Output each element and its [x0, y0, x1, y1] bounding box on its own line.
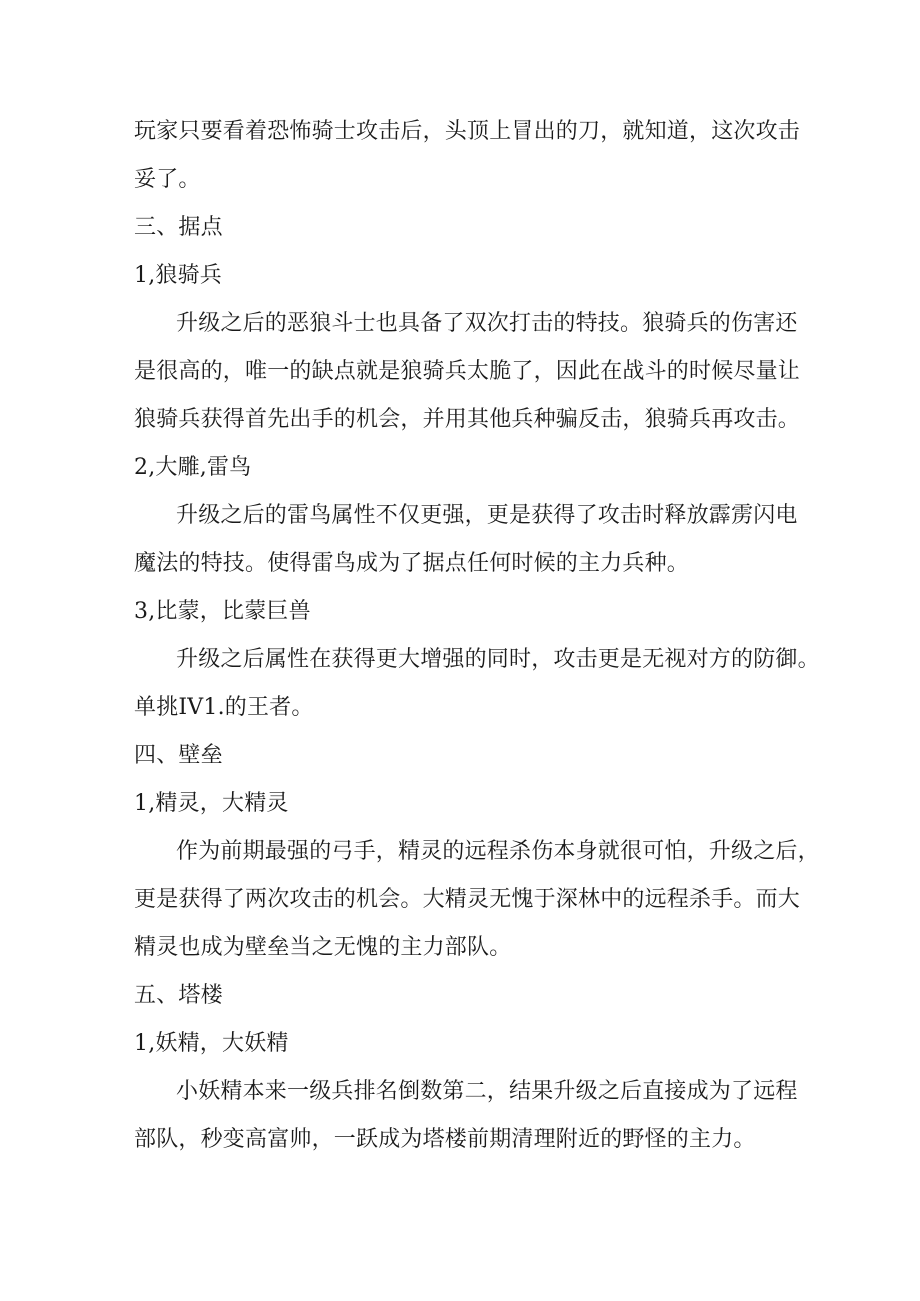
section-heading: 五、塔楼 [134, 983, 223, 1008]
section-heading: 三、据点 [134, 215, 223, 240]
paragraph-line: 单挑IV1.的王者。 [134, 695, 314, 720]
paragraph-line: 升级之后的雷鸟属性不仅更强，更是获得了攻击时释放霹雳闪电 [176, 503, 798, 528]
section-heading: 四、壁垒 [134, 743, 223, 768]
subheading: 1,狼骑兵 [134, 263, 222, 288]
paragraph-line: 玩家只要看着恐怖骑士攻击后，头顶上冒出的刀，就知道，这次攻击 [134, 119, 801, 144]
paragraph-line: 更是获得了两次攻击的机会。大精灵无愧于深林中的远程杀手。而大 [134, 887, 801, 912]
paragraph-line: 小妖精本来一级兵排名倒数第二，结果升级之后直接成为了远程 [176, 1079, 798, 1104]
paragraph-line: 狼骑兵获得首先出手的机会，并用其他兵种骗反击，狼骑兵再攻击。 [134, 407, 801, 432]
paragraph-line: 妥了。 [134, 167, 201, 192]
subheading: 2,大雕,雷鸟 [134, 455, 252, 480]
paragraph-line: 是很高的，唯一的缺点就是狼骑兵太脆了，因此在战斗的时候尽量让 [134, 359, 801, 384]
paragraph-line: 升级之后的恶狼斗士也具备了双次打击的特技。狼骑兵的伤害还 [176, 311, 798, 336]
paragraph-line: 精灵也成为壁垒当之无愧的主力部队。 [134, 935, 512, 960]
paragraph-line: 部队，秒变高富帅，一跃成为塔楼前期清理附近的野怪的主力。 [134, 1127, 756, 1152]
subheading: 1,精灵，大精灵 [134, 791, 289, 816]
subheading: 3,比蒙，比蒙巨兽 [134, 599, 311, 624]
paragraph-line: 魔法的特技。使得雷鸟成为了据点任何时候的主力兵种。 [134, 551, 690, 576]
paragraph-line: 作为前期最强的弓手，精灵的远程杀伤本身就很可怕，升级之后， [176, 839, 820, 864]
subheading: 1,妖精，大妖精 [134, 1031, 289, 1056]
paragraph-line: 升级之后属性在获得更大增强的同时，攻击更是无视对方的防御。 [176, 647, 820, 672]
